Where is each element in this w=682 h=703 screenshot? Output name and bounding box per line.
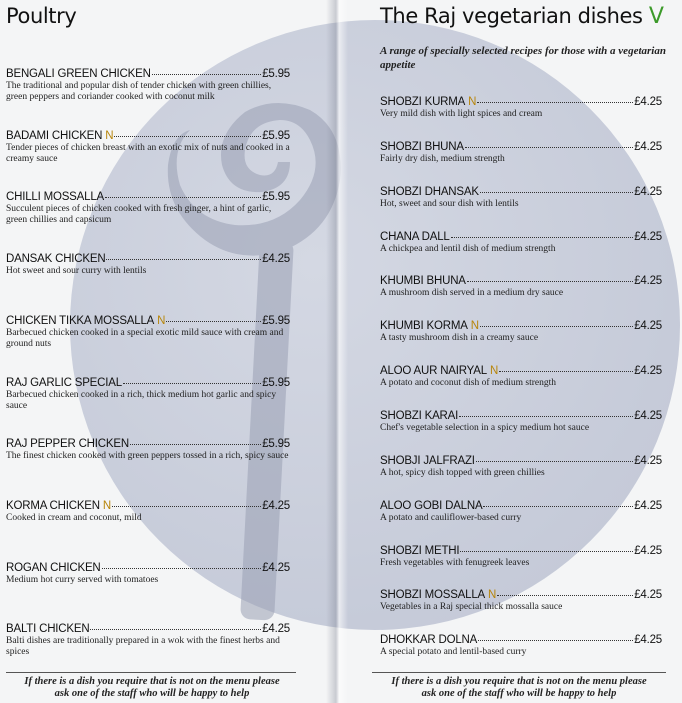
menu-item-line — [6, 376, 290, 389]
menu-item-line — [6, 67, 290, 80]
page-spine — [326, 0, 348, 703]
dish-name: BADAMI CHICKEN — [6, 129, 103, 142]
dish-price: £4.25 — [634, 96, 662, 108]
dish-description: Vegetables in a Raj special thick mossalla sauce — [380, 602, 563, 613]
menu-item — [380, 230, 662, 255]
dish-price: £4.25 — [262, 253, 290, 266]
menu-item-line — [380, 319, 662, 332]
dish-name: KHUMBI BHUNA — [380, 275, 466, 288]
vegetarian-mark: V — [648, 4, 664, 29]
dish-name: RAJ PEPPER CHICKEN — [6, 438, 129, 451]
menu-item — [380, 364, 662, 389]
nut-marker: N — [470, 320, 479, 333]
dish-name: CHILLI MOSSALLA — [6, 191, 104, 204]
staff-note-line-1: If there is a dish you require that is not on the menu please — [24, 676, 280, 687]
dish-description: Chef's vegetable selection in a spicy medium hot sauce — [380, 422, 590, 433]
dish-name: SHOBZI KARAI — [380, 409, 459, 422]
menu-item — [380, 454, 662, 479]
dish-price: £4.25 — [634, 320, 662, 333]
menu-item-line — [380, 364, 662, 377]
dish-price: £4.25 — [634, 140, 662, 153]
menu-item — [380, 633, 662, 658]
dot-leader — [476, 452, 633, 462]
menu-item — [6, 67, 290, 103]
dot-leader — [483, 497, 633, 507]
menu-item-line — [380, 588, 662, 601]
nut-marker: N — [468, 96, 477, 108]
staff-note — [372, 676, 666, 700]
dish-price: £5.95 — [262, 129, 290, 142]
vegetarian-intro: A range of specially selected recipes for those with a vegetarian appetite — [380, 45, 666, 71]
dish-name: RAJ GARLIC SPECIAL — [6, 376, 122, 389]
dot-leader — [166, 312, 261, 322]
dish-description: Hot, sweet and sour dish with lentils — [380, 198, 519, 209]
menu-item — [380, 499, 662, 524]
menu-item-line — [380, 185, 662, 198]
menu-item-line — [6, 622, 290, 635]
dot-leader — [102, 559, 262, 569]
menu-item — [380, 185, 662, 210]
menu-item-line — [380, 230, 662, 243]
nut-marker: N — [105, 129, 114, 142]
dot-leader — [477, 93, 633, 103]
menu-item-line — [6, 129, 290, 142]
menu-item — [6, 190, 290, 226]
menu-item-line — [6, 437, 290, 450]
dish-price: £4.25 — [634, 365, 662, 378]
dot-leader — [130, 435, 261, 445]
poultry-heading: Poultry — [6, 4, 77, 28]
dish-name: ALOO GOBI DALNA — [380, 499, 483, 512]
menu-item — [6, 252, 290, 277]
dish-name: DANSAK CHICKEN — [6, 253, 106, 266]
dish-price: £4.25 — [634, 230, 662, 243]
dish-description: The finest chicken cooked with green peppers tossed in a rich, spicy sauce — [6, 451, 289, 462]
menu-item — [6, 376, 290, 412]
dish-price: £5.95 — [262, 438, 290, 451]
staff-note-line-1: If there is a dish you require that is not on the menu please — [391, 676, 647, 687]
nut-marker: N — [102, 499, 111, 512]
dish-name: CHANA DALL — [380, 230, 450, 243]
dish-name: SHOBZI BHUNA — [380, 140, 464, 153]
dish-name: ROGAN CHICKEN — [6, 561, 101, 574]
menu-item-line — [380, 633, 662, 646]
vegetarian-heading-text: The Raj vegetarian dishes — [380, 4, 643, 28]
dish-description: Barbecued chicken cooked in a special exotic mild sauce with cream and ground nuts — [6, 327, 284, 349]
dish-description: Tender pieces of chicken breast with an exotic mix of nuts and cooked in a creamy sauce — [6, 142, 290, 164]
dot-leader — [114, 127, 261, 137]
dish-price: £4.25 — [262, 499, 290, 512]
dish-price: £5.95 — [262, 191, 290, 204]
dish-price: £5.95 — [262, 68, 290, 80]
dish-price: £4.25 — [634, 454, 662, 467]
dish-description: Fresh vegetables with fenugreek leaves — [380, 557, 530, 568]
dish-description: Hot sweet and sour curry with lentils — [6, 266, 147, 277]
menu-item — [6, 129, 290, 165]
dish-description: A hot, spicy dish topped with green chillies — [380, 467, 545, 478]
dish-name: KORMA CHICKEN — [6, 499, 100, 512]
dot-leader — [459, 407, 633, 417]
dish-price: £4.25 — [262, 561, 290, 574]
dish-description: Cooked in cream and coconut, mild — [6, 512, 142, 523]
dish-name: SHOBZI KURMA — [380, 96, 466, 108]
dish-name: SHOBZI METHI — [380, 544, 460, 557]
dish-price: £4.25 — [634, 499, 662, 512]
menu-item-line — [380, 544, 662, 557]
menu-item — [380, 274, 662, 299]
nut-marker: N — [157, 314, 166, 327]
menu-item — [380, 140, 662, 165]
dish-description: A chickpea and lentil dish of medium strength — [380, 243, 556, 254]
dish-description: Barbecued chicken cooked in a rich, thick medium hot garlic and spicy sauce — [6, 389, 277, 411]
dish-description: A tasty mushroom dish in a creamy sauce — [380, 333, 539, 344]
dish-description: A potato and cauliflower-based curry — [380, 512, 522, 523]
staff-note-line-2: ask one of the staff who will be happy to help — [421, 688, 617, 699]
dish-name: SHOBZI MOSSALLA — [380, 589, 486, 602]
menu-item-line — [380, 454, 662, 467]
menu-item — [380, 588, 662, 613]
dot-leader — [497, 586, 633, 596]
dot-leader — [499, 362, 633, 372]
dot-leader — [451, 228, 634, 238]
menu-item — [6, 622, 290, 658]
dish-name: DHOKKAR DOLNA — [380, 634, 478, 647]
nut-marker: N — [488, 589, 497, 602]
dish-price: £4.25 — [634, 589, 662, 602]
menu-item-line — [6, 314, 290, 327]
dish-description: A mushroom dish served in a medium dry sauce — [380, 288, 564, 299]
dish-price: £5.95 — [262, 376, 290, 389]
dish-name: CHICKEN TIKKA MOSSALLA — [6, 314, 155, 327]
dot-leader — [480, 183, 633, 193]
menu-item-line — [380, 499, 662, 512]
dish-name: SHOBJI JALFRAZI — [380, 454, 475, 467]
dish-description: Very mild dish with light spices and cream — [380, 109, 543, 119]
menu-item-line — [380, 95, 662, 108]
menu-item-line — [6, 252, 290, 265]
dot-leader — [105, 188, 261, 198]
dot-leader — [106, 250, 261, 260]
dish-price: £4.25 — [262, 623, 290, 636]
dish-name: ALOO AUR NAIRYAL — [380, 365, 487, 378]
dish-name: BENGALI GREEN CHICKEN — [6, 68, 151, 80]
menu-item — [380, 409, 662, 434]
nut-marker: N — [489, 365, 499, 378]
dish-description: Balti dishes are traditionally prepared in a wok with the finest herbs and spices — [6, 636, 280, 658]
dish-description: Medium hot curry served with tomatoes — [6, 574, 159, 585]
dish-price: £5.95 — [262, 314, 290, 327]
dot-leader — [90, 620, 261, 630]
menu-item-line — [6, 190, 290, 203]
dish-name: BALTI CHICKEN — [6, 623, 90, 636]
dish-description: The traditional and popular dish of tender chicken with green chillies, green peppers and coriander cooked with coconut milk — [6, 81, 272, 102]
dish-name: KHUMBI KORMA — [380, 320, 468, 333]
dish-price: £4.25 — [634, 634, 662, 647]
footer-rule — [6, 672, 296, 673]
footer-rule — [372, 672, 666, 673]
dish-price: £4.25 — [634, 185, 662, 198]
menu-item — [6, 499, 290, 524]
dish-price: £4.25 — [634, 275, 662, 288]
dot-leader — [123, 374, 261, 384]
staff-note-line-2: ask one of the staff who will be happy to help — [54, 688, 250, 699]
menu-item — [380, 319, 662, 344]
dot-leader — [467, 272, 633, 282]
dot-leader — [480, 317, 633, 327]
dish-description: Succulent pieces of chicken cooked with fresh ginger, a hint of garlic, green chillies and capsicum — [6, 204, 272, 226]
menu-item-line — [380, 140, 662, 153]
menu-item-line — [380, 274, 662, 287]
vegetarian-heading — [380, 4, 663, 29]
dot-leader — [478, 631, 633, 641]
dish-description: Fairly dry dish, medium strength — [380, 153, 505, 164]
menu-item — [380, 95, 662, 120]
dot-leader — [152, 65, 262, 75]
dot-leader — [112, 497, 261, 507]
dish-description: A potato and coconut dish of medium strength — [380, 378, 556, 389]
dish-name: SHOBZI DHANSAK — [380, 185, 479, 198]
menu-item — [6, 314, 290, 350]
dish-description: A special potato and lentil-based curry — [380, 647, 527, 658]
staff-note — [6, 676, 298, 700]
menu-item-line — [380, 409, 662, 422]
dish-price: £4.25 — [634, 544, 662, 557]
menu-item — [6, 437, 290, 462]
dot-leader — [465, 138, 633, 148]
dot-leader — [460, 542, 633, 552]
menu-item — [380, 544, 662, 569]
menu-item-line — [6, 499, 290, 512]
dish-price: £4.25 — [634, 409, 662, 422]
menu-item — [6, 561, 290, 586]
menu-item-line — [6, 561, 290, 574]
